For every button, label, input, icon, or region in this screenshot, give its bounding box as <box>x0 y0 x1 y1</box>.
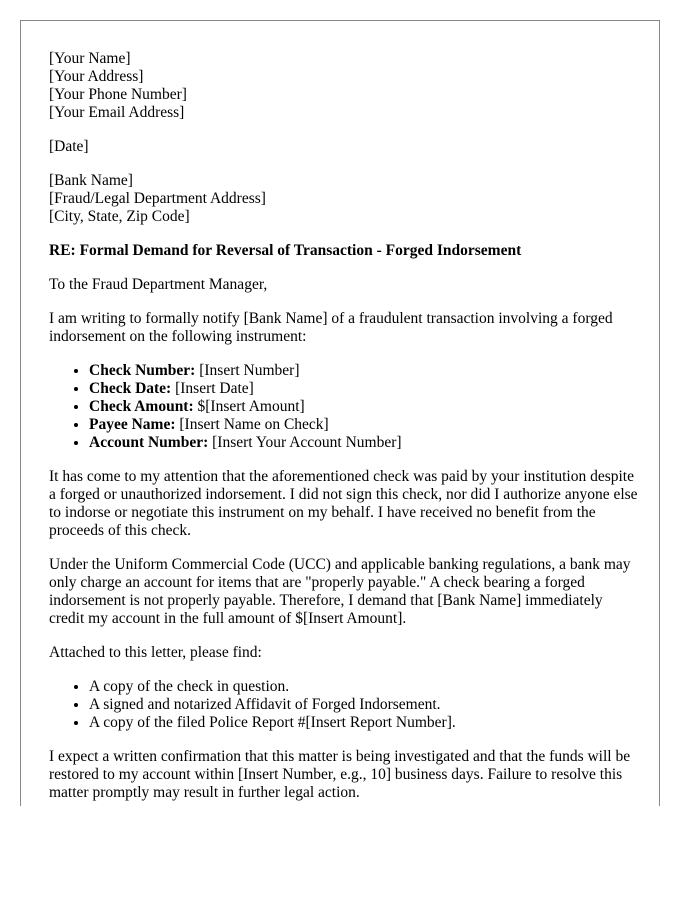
date-line: [Date] <box>49 138 89 155</box>
expectation-paragraph: I expect a written confirmation that this matter is being investigated and that the funds will be restored to my account within [Insert Number, e.g., 10] business days. Failure to resolve this matter promptly may result in further legal action. <box>49 748 631 801</box>
attention-paragraph: It has come to my attention that the aforementioned check was paid by your institution despite a forged or unauthorized indorsement. I did not sign this check, nor did I authorize anyone else to indorse or negotiate this instrument on my behalf. I have received no benefit from the proceeds of this check. <box>49 468 638 539</box>
list-item: • A copy of the check in question. <box>89 678 639 696</box>
sender-name: [Your Name] <box>49 50 131 67</box>
list-item <box>89 362 639 380</box>
attachments-intro: Attached to this letter, please find: <box>49 644 262 661</box>
attachments-list <box>49 678 639 732</box>
list-item <box>89 398 639 416</box>
detail-label: Check Date: <box>89 380 172 397</box>
detail-label: Check Amount: <box>89 398 194 415</box>
detail-value: [Insert Date] <box>171 380 254 397</box>
recipient-block <box>49 172 639 226</box>
detail-label: Payee Name: <box>89 416 176 433</box>
list-item: • A signed and notarized Affidavit of Forged Indorsement. <box>89 696 639 714</box>
detail-value: [Insert Number] <box>195 362 300 379</box>
salutation: To the Fraud Department Manager, <box>49 276 268 293</box>
detail-label: Check Number: <box>89 362 196 379</box>
detail-value: [Insert Your Account Number] <box>208 434 402 451</box>
letter-page <box>20 20 660 806</box>
list-item <box>89 434 639 452</box>
sender-phone: [Your Phone Number] <box>49 86 187 103</box>
detail-label: Account Number: <box>89 434 209 451</box>
detail-value: $[Insert Amount] <box>193 398 305 415</box>
sender-address: [Your Address] <box>49 68 144 85</box>
detail-value: [Insert Name on Check] <box>175 416 329 433</box>
sender-email: [Your Email Address] <box>49 104 185 121</box>
recipient-department-address: [Fraud/Legal Department Address] <box>49 190 266 207</box>
subject-line: RE: Formal Demand for Reversal of Transaction - Forged Indorsement <box>49 242 522 259</box>
check-details-list <box>49 362 639 452</box>
sender-block <box>49 50 639 122</box>
intro-paragraph: I am writing to formally notify [Bank Name] of a fraudulent transaction involving a forged indorsement on the following instrument: <box>49 310 613 345</box>
list-item <box>89 380 639 398</box>
letter-content <box>49 50 639 806</box>
list-item: • A copy of the filed Police Report #[Insert Report Number]. <box>89 714 639 732</box>
ucc-paragraph: Under the Uniform Commercial Code (UCC) and applicable banking regulations, a bank may only charge an account for items that are "properly payable." A check bearing a forged indorsement is not properly payable. Therefore, I demand that [Bank Name] immediately credit my account in the full amount of $[Insert Amount]. <box>49 556 631 627</box>
recipient-bank: [Bank Name] <box>49 172 133 189</box>
list-item <box>89 416 639 434</box>
recipient-city-state-zip: [City, State, Zip Code] <box>49 208 190 225</box>
